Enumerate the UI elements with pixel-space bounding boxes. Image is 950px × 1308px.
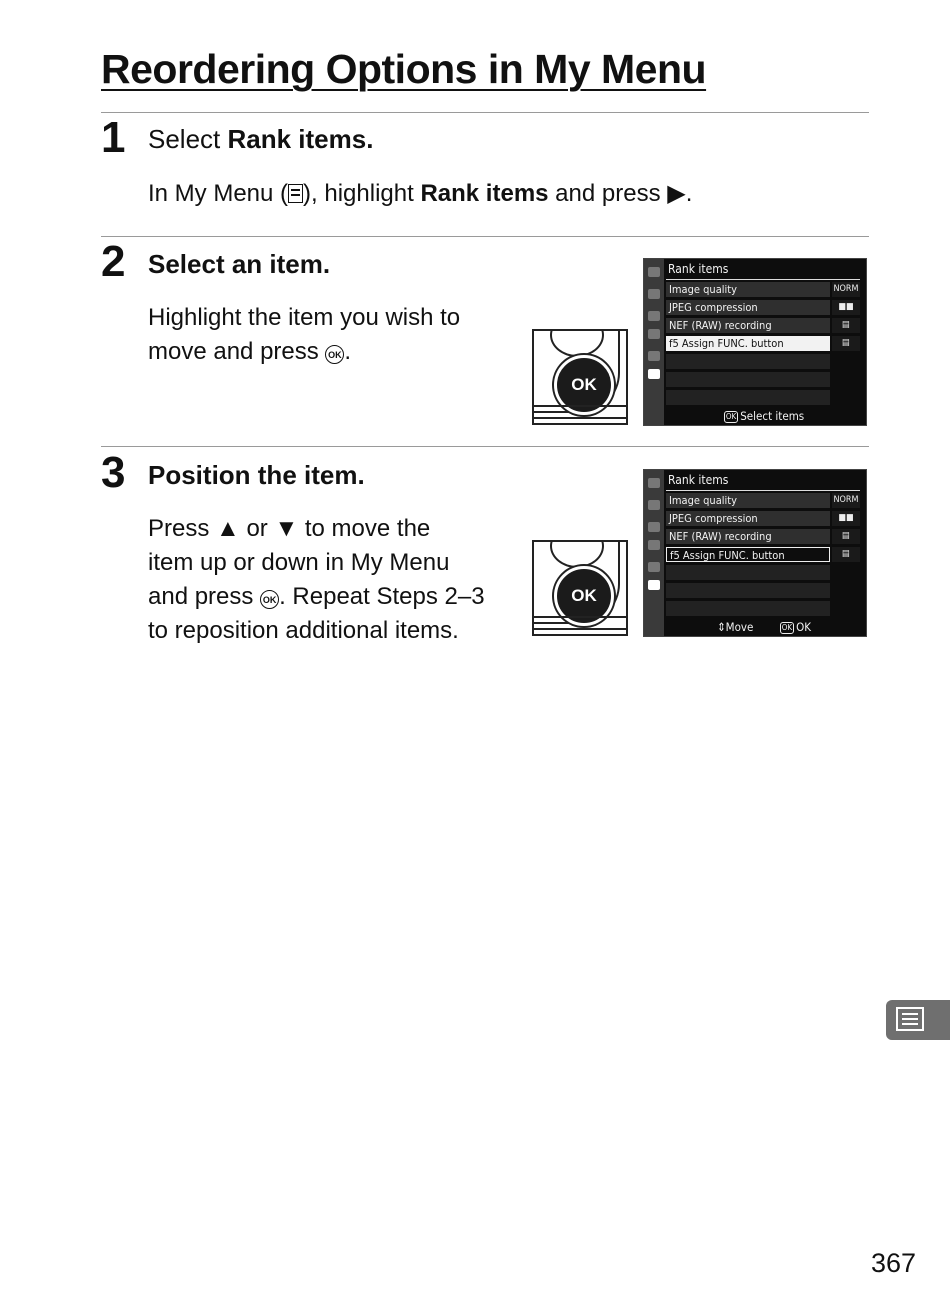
menu-item-value: NORM bbox=[832, 282, 860, 297]
step-1-text-c: and press ▶. bbox=[548, 180, 693, 207]
custom-settings-tab-icon bbox=[648, 311, 660, 321]
retouch-tab-icon bbox=[648, 351, 660, 361]
menu-item-value: ▤ bbox=[832, 336, 860, 351]
step-2-heading: Select an item. bbox=[148, 249, 331, 279]
retouch-tab-icon bbox=[648, 562, 660, 572]
playback-tab-icon bbox=[648, 478, 660, 488]
custom-settings-tab-icon bbox=[648, 522, 660, 532]
menu-item-moving: f5 Assign FUNC. button bbox=[666, 547, 830, 562]
divider bbox=[101, 446, 869, 447]
step-3-number: 3 bbox=[101, 448, 126, 497]
camera-body-illustration bbox=[532, 540, 628, 636]
menu-item-value: ▤ bbox=[832, 547, 860, 562]
menu-item-highlighted: f5 Assign FUNC. button bbox=[666, 336, 830, 351]
menu-item: JPEG compression bbox=[666, 300, 830, 315]
lcd-screen-select bbox=[643, 258, 867, 426]
menu-item-value: ■■ bbox=[832, 300, 860, 315]
screen-footer bbox=[666, 409, 862, 423]
step-1-text-b: ), highlight bbox=[303, 180, 421, 207]
step-1-text-a: In My Menu ( bbox=[148, 180, 289, 207]
menu-item-value: ■■ bbox=[832, 511, 860, 526]
menu-item: Image quality bbox=[666, 493, 830, 508]
step-1-text-bold: Rank items bbox=[420, 180, 549, 207]
header-divider bbox=[666, 490, 860, 491]
menu-item-value: ▤ bbox=[832, 318, 860, 333]
playback-tab-icon bbox=[648, 267, 660, 277]
menu-item-empty bbox=[666, 372, 830, 387]
lcd-screen-position bbox=[643, 469, 867, 637]
setup-tab-icon bbox=[648, 540, 660, 550]
my-menu-tab-icon bbox=[648, 369, 660, 379]
menu-item: NEF (RAW) recording bbox=[666, 318, 830, 333]
step-1-heading bbox=[148, 124, 373, 155]
ok-icon: OK bbox=[781, 623, 793, 632]
my-menu-tab-icon bbox=[648, 580, 660, 590]
divider bbox=[101, 112, 869, 113]
step-1-text bbox=[148, 177, 692, 211]
header-divider bbox=[666, 279, 860, 280]
screen-footer bbox=[666, 620, 862, 634]
footer-ok: OK bbox=[796, 620, 812, 634]
step-3-text bbox=[148, 512, 485, 648]
ok-button-icon: OK bbox=[325, 345, 344, 364]
menu-item-empty bbox=[666, 565, 830, 580]
menu-item-empty bbox=[666, 583, 830, 598]
page-title: Reordering Options in My Menu bbox=[101, 46, 707, 92]
menu-item-value: ▤ bbox=[832, 529, 860, 544]
step-1-heading-prefix: Select bbox=[148, 124, 228, 154]
step-3-text-line3a: and press bbox=[148, 583, 261, 610]
shooting-tab-icon bbox=[648, 289, 660, 299]
camera-base-line bbox=[532, 616, 628, 630]
camera-body-illustration bbox=[532, 329, 628, 425]
menu-item: Image quality bbox=[666, 282, 830, 297]
step-2-text-line1: Highlight the item you wish to bbox=[148, 304, 461, 331]
shooting-tab-icon bbox=[648, 500, 660, 510]
step-1-heading-bold: Rank items. bbox=[227, 124, 374, 154]
footer-text: Select items bbox=[740, 409, 805, 423]
menu-tabs bbox=[644, 259, 664, 425]
ok-icon: OK bbox=[725, 412, 737, 421]
step-2-text bbox=[148, 301, 460, 369]
setup-tab-icon bbox=[648, 329, 660, 339]
menu-item-empty bbox=[666, 601, 830, 616]
step-3-heading: Position the item. bbox=[148, 460, 365, 490]
my-menu-icon bbox=[896, 1007, 924, 1031]
my-menu-section-tab bbox=[886, 1000, 950, 1040]
ok-button: OK bbox=[554, 566, 614, 626]
page-number: 367 bbox=[870, 1248, 916, 1278]
menu-item-empty bbox=[666, 354, 830, 369]
menu-item-empty bbox=[666, 390, 830, 405]
screen-header: Rank items bbox=[668, 473, 729, 487]
step-2-text-line2a: move and press bbox=[148, 338, 326, 365]
step-3-text-line4: to reposition additional items. bbox=[148, 617, 459, 644]
step-3-text-line2: item up or down in My Menu bbox=[148, 549, 450, 576]
divider bbox=[101, 236, 869, 237]
menu-item: JPEG compression bbox=[666, 511, 830, 526]
screen-header: Rank items bbox=[668, 262, 729, 276]
ok-button: OK bbox=[554, 355, 614, 415]
ok-button-icon: OK bbox=[260, 590, 279, 609]
my-menu-icon bbox=[288, 184, 303, 203]
menu-tabs bbox=[644, 470, 664, 636]
menu-item-value: NORM bbox=[832, 493, 860, 508]
menu-item: NEF (RAW) recording bbox=[666, 529, 830, 544]
camera-base-line bbox=[532, 405, 628, 419]
step-2-text-line2b: . bbox=[344, 338, 352, 365]
step-3-text-line3b: . Repeat Steps 2–3 bbox=[279, 583, 485, 610]
step-3-text-line1: Press ▲ or ▼ to move the bbox=[148, 515, 431, 542]
footer-move: ⇕Move bbox=[716, 620, 754, 634]
step-1-number: 1 bbox=[101, 113, 126, 162]
step-2-number: 2 bbox=[101, 237, 126, 286]
